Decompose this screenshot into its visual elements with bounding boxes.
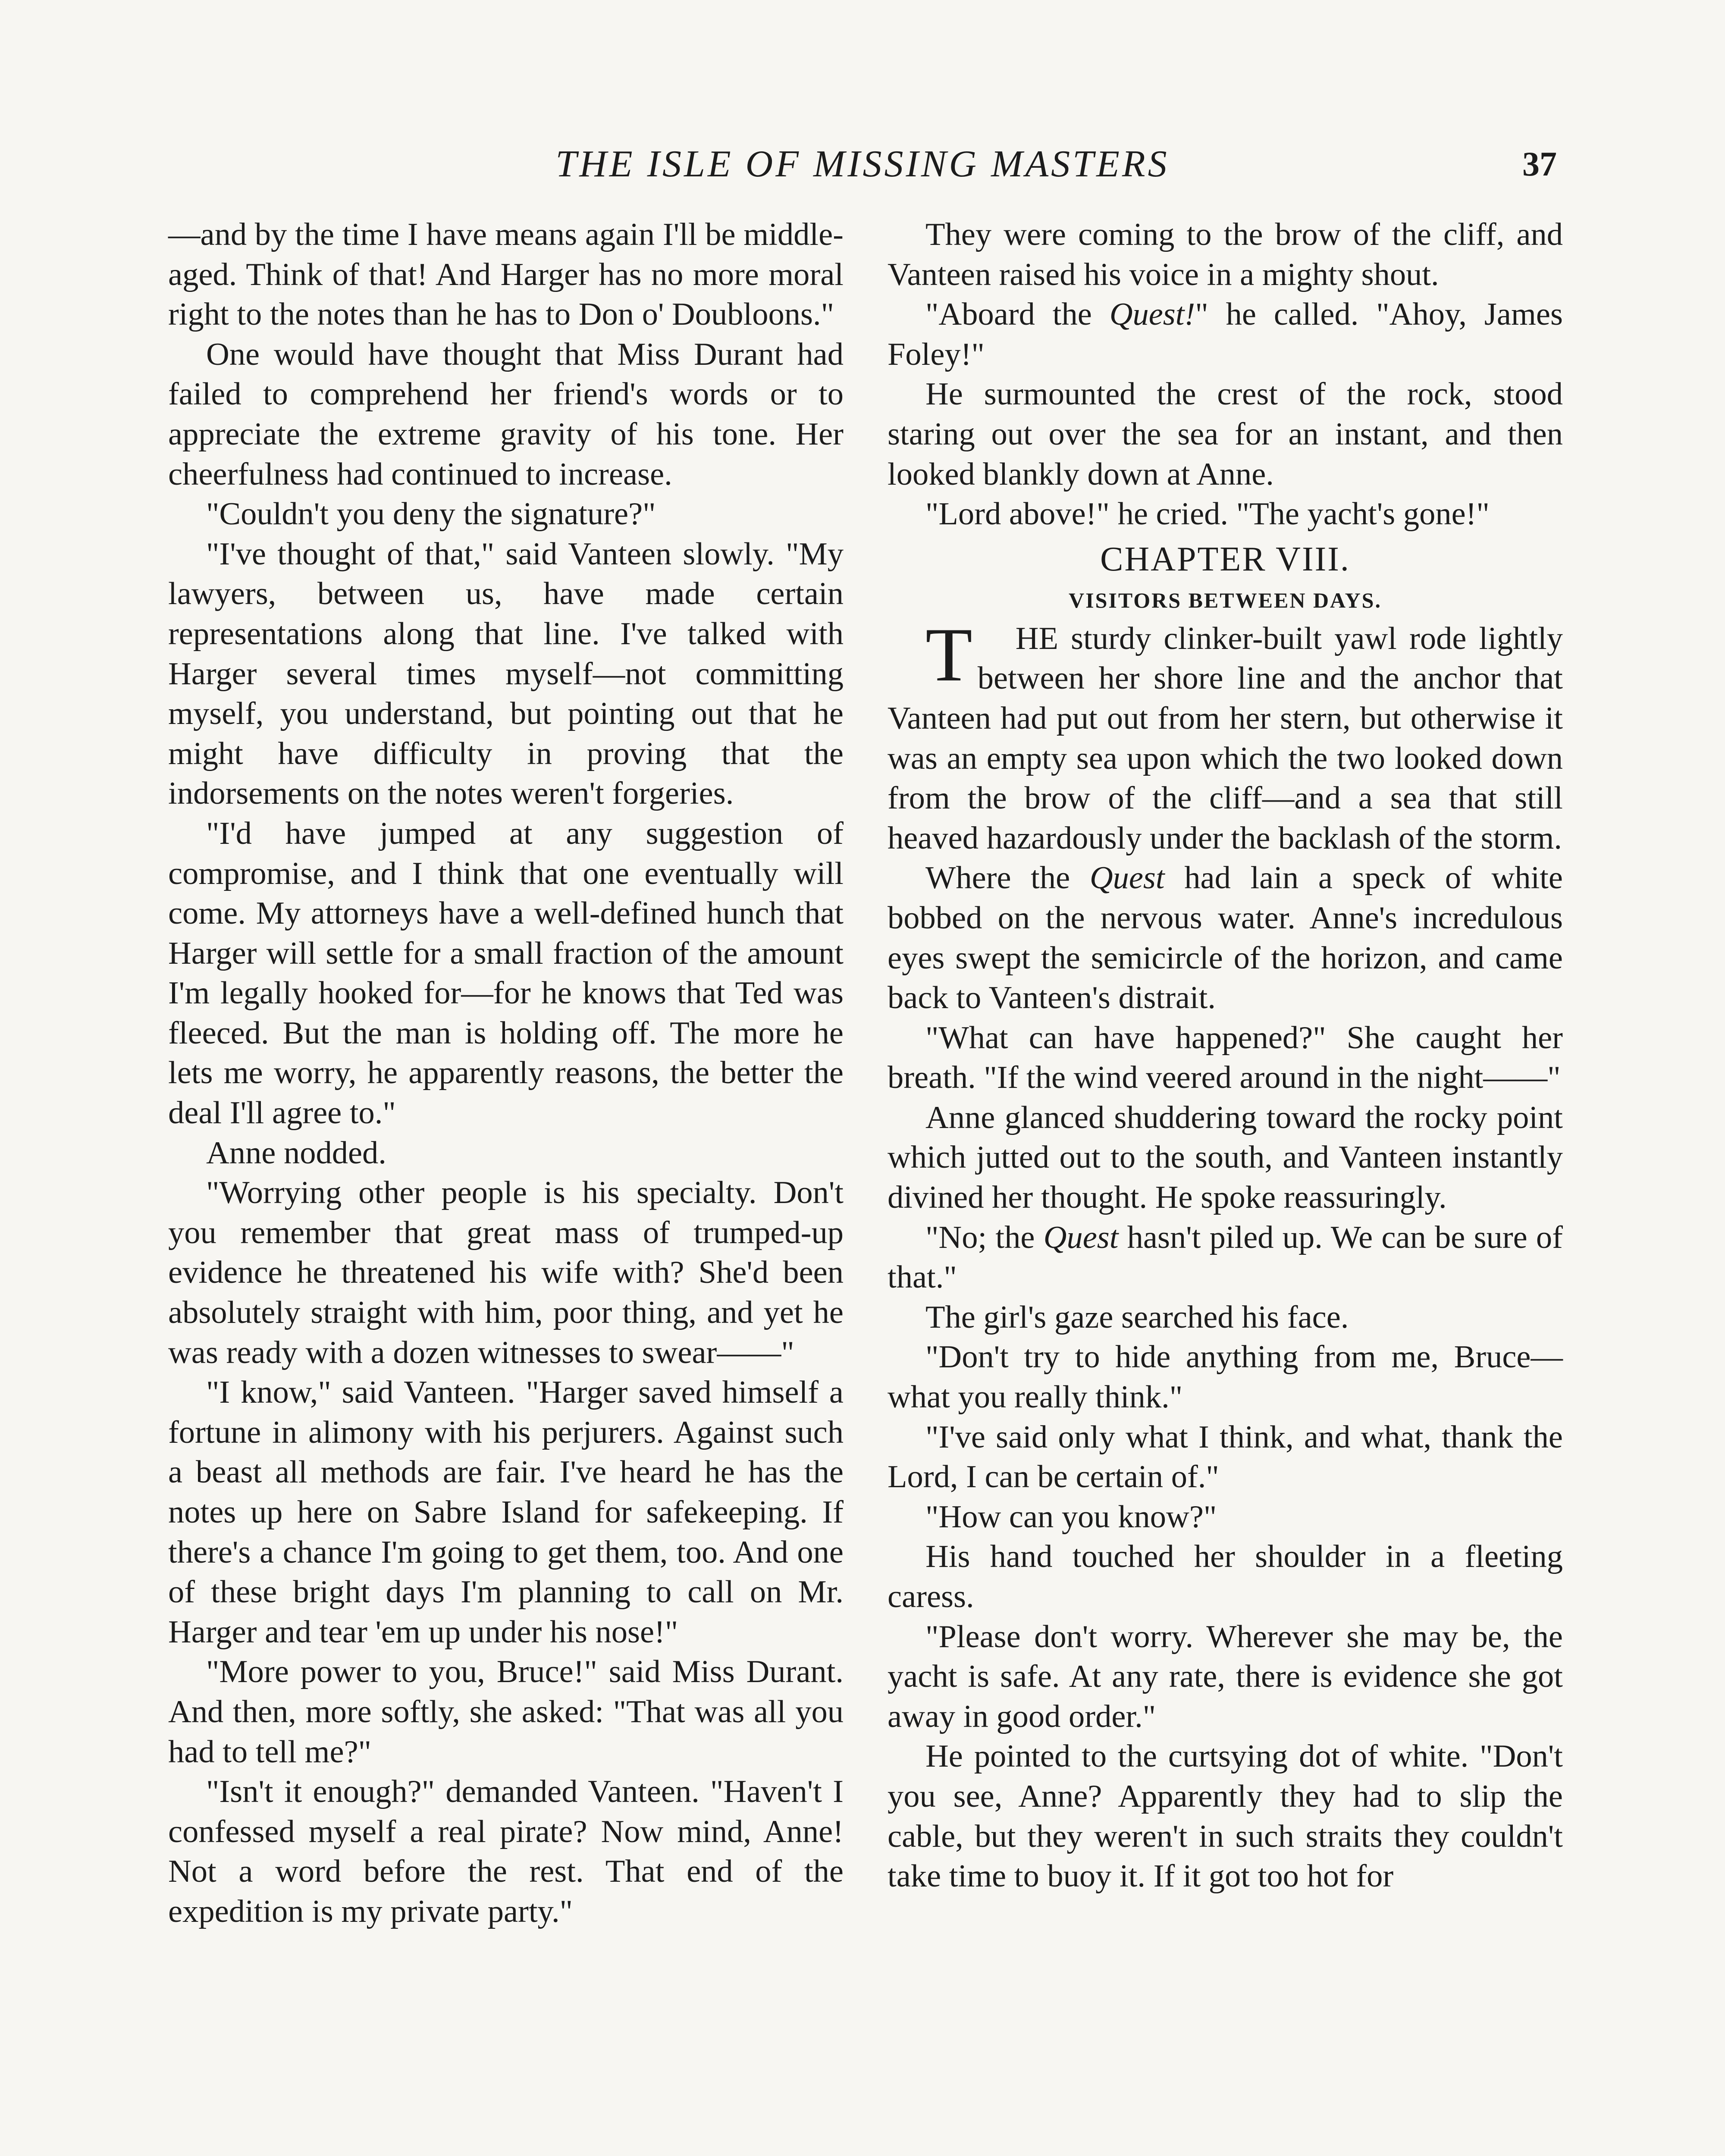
paragraph: "Isn't it enough?" demanded Vanteen. "Haven't I confessed myself a real pirate? Now mind, Anne! Not a word before the rest. That end of the expedition is my private party."	[168, 1774, 844, 1929]
paragraph: "I've thought of that," said Vanteen slowly. "My lawyers, between us, have made certain representations along that line. I've talked with Harger several times myself—not committing myself, you understand, but pointing out that he might have difficulty in proving that the indorsements on the notes weren't forgeries.	[168, 536, 844, 812]
paragraph: He surmounted the crest of the rock, stood staring out over the sea for an instant, and then looked blankly down at Anne.	[888, 376, 1563, 492]
text-run: "No; the	[925, 1219, 1044, 1255]
paragraph: "More power to you, Bruce!" said Miss Durant. And then, more softly, she asked: "That was all you had to tell me?"	[168, 1654, 844, 1770]
text-run: Where the	[925, 860, 1090, 896]
paragraph: —and by the time I have means again I'll be middle-aged. Think of that! And Harger has no more moral right to the notes than he has to Don o' Doubloons."	[168, 217, 844, 332]
paragraph: His hand touched her shoulder in a fleeting caress.	[888, 1539, 1563, 1614]
paragraph: Anne nodded.	[206, 1135, 386, 1171]
paragraph: "I'd have jumped at any suggestion of compromise, and I think that one eventually will come. My attorneys have a well-defined hunch that Harger will settle for a small fraction of the amount I'm legally hooked for—for he knows that Ted was fleeced. But the man is holding off. The more he lets me worry, he apparently reasons, the better the deal I'll agree to."	[168, 815, 844, 1131]
ship-name: Quest!	[1109, 297, 1195, 332]
text-run: " he called. "Ahoy, James Foley!"	[888, 297, 1563, 372]
ship-name: Quest	[1043, 1219, 1119, 1255]
right-column	[888, 215, 1563, 1896]
paragraph	[888, 858, 1563, 1018]
paragraph: "Couldn't you deny the signature?"	[206, 496, 656, 532]
paragraph: "I know," said Vanteen. "Harger saved himself a fortune in alimony with his perjurers. Against such a beast all methods are fair. I've heard he has the notes up here on Sabre Island for safekeeping. If there's a chance I'm going to get them, too. And one of these bright days I'm planning to call on Mr. Harger and tear 'em up under his nose!"	[168, 1375, 844, 1650]
paragraph	[888, 295, 1563, 374]
text-run: had lain a speck of white bobbed on the nervous water. Anne's incredulous eyes swept the semicircle of the horizon, and came back to Vanteen's distrait.	[888, 860, 1563, 1016]
page-number: 37	[1522, 145, 1557, 183]
paragraph: He pointed to the curtsying dot of white. "Don't you see, Anne? Apparently they had to slip the cable, but they weren't in such straits they couldn't take time to buoy it. If it got too hot for	[888, 1739, 1563, 1894]
paragraph: "Lord above!" he cried. "The yacht's gone!"	[925, 496, 1490, 532]
running-title: THE ISLE OF MISSING MASTERS	[555, 143, 1170, 185]
left-column	[168, 215, 844, 1932]
paragraph: "I've said only what I think, and what, thank the Lord, I can be certain of."	[888, 1419, 1563, 1495]
chapter-heading: CHAPTER VIII.	[1100, 540, 1350, 578]
paragraph: One would have thought that Miss Durant had failed to comprehend her friend's words or to appreciate the extreme gravity of his tone. Her cheerfulness had continued to increase.	[168, 336, 844, 492]
paragraph: "Worrying other people is his specialty. Don't you remember that great mass of trumped-up evidence he threatened his wife with? She'd been absolutely straight with him, poor thing, and yet he was ready with a dozen witnesses to swear——"	[168, 1175, 844, 1370]
chapter-first-paragraph	[888, 611, 1563, 859]
paragraph: Anne glanced shuddering toward the rocky point which jutted out to the south, and Vanteen instantly divined her thought. He spoke reassuringly.	[888, 1100, 1563, 1216]
page-header	[168, 136, 1557, 192]
text-run: hasn't piled up. We can be sure of that."	[888, 1219, 1563, 1295]
paragraph: "How can you know?"	[925, 1499, 1217, 1535]
chapter-subtitle: VISITORS BETWEEN DAYS.	[1069, 588, 1382, 612]
drop-cap: T	[925, 611, 972, 697]
paragraph: "Don't try to hide anything from me, Bruce—what you really think."	[888, 1339, 1563, 1415]
ship-name: Quest	[1089, 860, 1165, 896]
paragraph	[888, 1218, 1563, 1297]
paragraph: They were coming to the brow of the cliff, and Vanteen raised his voice in a mighty shout.	[888, 217, 1563, 292]
paragraph: "Please don't worry. Wherever she may be, the yacht is safe. At any rate, there is evidence she got away in good order."	[888, 1619, 1563, 1734]
paragraph: The girl's gaze searched his face.	[925, 1299, 1349, 1335]
text-run: HE sturdy clinker-built yawl rode lightly between her shore line and the anchor that Vanteen had put out from her stern, but otherwise it was an empty sea upon which the two looked down from the brow of the cliff—and a sea that still heaved hazardously under the backlash of the storm.	[888, 620, 1563, 856]
paragraph: "What can have happened?" She caught her breath. "If the wind veered around in the night——"	[888, 1020, 1563, 1096]
text-run: "Aboard the	[925, 297, 1110, 332]
